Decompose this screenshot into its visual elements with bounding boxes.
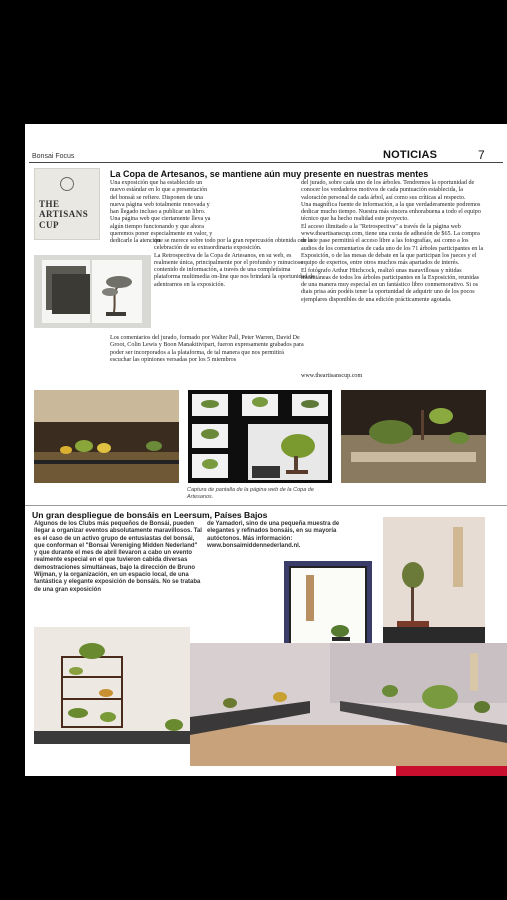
- article2-col2: de Yamadori, sino de una pequeña muestra de elegantes y refinados bonsáis, en su mayoría autóctonos. Más información: www.bonsaimiddennederland.nl.: [207, 521, 340, 549]
- bonsai-display-photo: [341, 390, 486, 483]
- article1-url[interactable]: www.theartisanscup.com: [301, 373, 363, 379]
- article1-para: que se merece sobre todo por la gran repercusión obtenida con la celebración de su extraordinaria exposición.: [154, 238, 313, 252]
- photo-caption: Captura de pantalla de la página web de la Copa de Artesanos.: [187, 487, 314, 500]
- tokonoma-display-photo: [383, 517, 485, 647]
- article1-para: Una exposición que ha establecido un nuevo estándar en lo que a presentación del bonsái se refiere. Disponen de una nueva página web totalmente renovada y han llegado incluso a publicar un libro.: [110, 180, 210, 216]
- article2-title: Un gran despliegue de bonsáis en Leersum, Países Bajos: [32, 510, 268, 520]
- section-title: NOTICIAS: [383, 149, 438, 161]
- article1-para: La Retrospectiva de la Copa de Artesanos, en su web, es realmente única, principalmente por el profundo y minucioso contenido de información, a través de una completísima plataforma multimedia on-line que nos brindará la oportunidad de adentrarnos en la exposición.: [154, 252, 315, 288]
- bonsai-display-image: [341, 390, 486, 483]
- article1-para: del jurado, sobre cada uno de los árboles. Tendremos la oportunidad de conocer los verdaderos motivos de cada puntuación establecida, la valoración personal de cada árbol, así como sus críticas al respecto.: [301, 180, 475, 201]
- article1-col1-top: [110, 180, 214, 246]
- bonsai-stand-photo: [34, 627, 190, 744]
- red-accent-bar: [396, 766, 507, 776]
- article1-para: El fotógrafo Arthur Hitchcock, realizó unas maravillosas y nítidas instantáneas de todos los árboles participantes en la Exposición, reunidas de una manera muy especial en un fantástico libro conmemorativo. Si os diais prisa aún podéis tener la oportunidad de adquirir uno de los pocos ejemplares disponibles de una edición prácticamente agotada.: [301, 267, 480, 303]
- magazine-name: Bonsai Focus: [32, 153, 75, 160]
- book-right-page: [92, 260, 142, 323]
- exhibition-room-image: [190, 643, 507, 766]
- page-number: 7: [478, 148, 485, 162]
- website-screenshot-image: [188, 390, 332, 483]
- logo-line-3: CUP: [39, 220, 59, 230]
- tokonoma-display-image: [383, 517, 485, 647]
- article1-para: El acceso ilimitado a la "Retrospectiva" a través de la página web www.theartisanscup.com, tiene una cuota de adhesión de $65. La compra de este pase permitirá el acceso libre a las fotografías, así como a los audios de los comentarios de cada uno de los 71 árboles participantes en la Exposición, o de las mesas de debate en la que participan los jueces y el equipo de expertos, entre otros muchos más apartados de interés.: [301, 223, 484, 267]
- book-left-page: [42, 260, 90, 323]
- website-screenshot-photo: [188, 390, 332, 483]
- header-divider: [29, 162, 503, 163]
- book-photo: [34, 255, 151, 328]
- exhibition-room-photo: [190, 643, 507, 766]
- bonsai-stand-image: [34, 627, 190, 744]
- article1-col1-middle: [154, 238, 315, 289]
- article1-title: La Copa de Artesanos, se mantiene aún muy presente en nuestras mentes: [110, 169, 429, 179]
- bonsai-illustration: [92, 260, 142, 323]
- exhibition-hall-photo: [34, 390, 179, 483]
- exhibition-hall-image: [34, 390, 179, 483]
- article-divider: [25, 505, 507, 506]
- magazine-page: [25, 124, 507, 776]
- artisans-cup-logo: [34, 168, 100, 240]
- logo-line-1: THE: [39, 199, 60, 209]
- article1-col1-bottom: [110, 335, 306, 364]
- article1-para: Una magnífica fuente de información, a la que verdaderamente podremos dedicar mucho tiempo. Nuestra más sincera enhorabuena a todo el equipo técnico que ha hecho realidad este proyecto.: [301, 201, 481, 223]
- article1-para: Una página web que ciertamente lleva ya algún tiempo funcionando y que ahora queremos poner especialmente en valor, y dedicarle la atención: [110, 216, 213, 245]
- article1-col2: [301, 180, 485, 304]
- article2-col1: Algunos de los Clubs más pequeños de Bonsái, pueden llegar a organizar eventos absolutamente maravillosos. Tal es el caso de un activo grupo de entusiastas del bonsái, que conforman el "Bonsai Vereniging Midden Nederland" y que durante el mes de abril llevaron a cabo un evento realmente especial en el que tuvieron cabida diversas demostraciones simultáneas, bajo la dirección de Bruno Wijman, y la organización, en un espacio local, de una fantástica y elegante exposición de bonsáis. No se trataba de una gran exposición: [34, 521, 202, 593]
- logo-seal-icon: [60, 177, 74, 191]
- logo-line-2: ARTISANS: [39, 209, 89, 219]
- article1-para: Los comentarios del jurado, formado por Walter Pall, Peter Warren, David De Groot, Colin Lewis y Boon Manakitivipart, fueron expresamente grabados para poder ser incorporados a la plataforma, de tal manera que nos permitirá escuchar las opiniones versadas por los 5 miembros: [110, 335, 304, 363]
